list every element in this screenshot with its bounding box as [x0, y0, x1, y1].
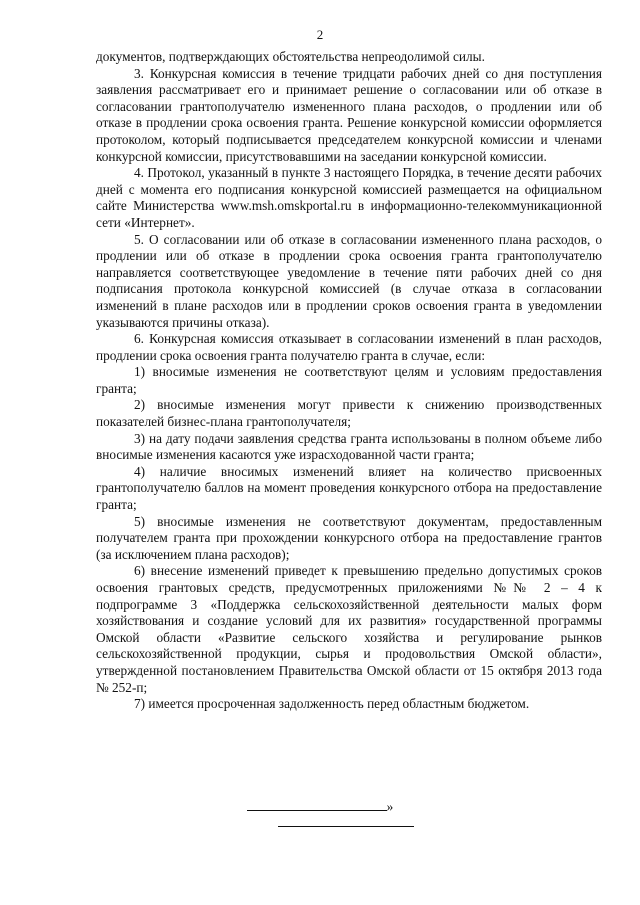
- list-item-7: 7) имеется просроченная задолженность перед областным бюджетом.: [134, 696, 530, 712]
- paragraph-item-6: 6. Конкурсная комиссия отказывает в согласовании изменений в план расходов, продлении срока освоения гранта получателю гранта в случае, если:: [96, 331, 602, 363]
- list-item-2: 2) вносимые изменения могут привести к снижению производственных показателей бизнес-плана грантополучателя;: [96, 397, 602, 430]
- paragraph-item-5: 5. О согласовании или об отказе в согласовании измененного плана расходов, о продлении или об отказе в продлении срока освоения гранта грантополучателю направляется соответствующее уведомление в течение пяти рабочих дней со дня подписания протокола конкурсной комиссией (в случае отказа в согласовании изменений в плане расходов или в продлении сроков освоения гранта в уведомлении указываются причины отказа).: [96, 231, 602, 330]
- closing-quote-mark: »: [386, 799, 394, 814]
- list-item-3: 3) на дату подачи заявления средства гранта использованы в полном объеме либо вносимые изменения касаются уже израсходованной части гранта;: [96, 430, 602, 463]
- list-item-4: 4) наличие вносимых изменений влияет на количество присвоенных грантополучателю баллов на момент проведения конкурсного отбора на предоставление гранта;: [96, 463, 602, 513]
- list-item-5: 5) вносимые изменения не соответствуют документам, предоставленным получателем гранта при прохождении конкурсного отбора на предоставление грантов (за исключением плана расходов);: [96, 513, 602, 562]
- paragraph-continuation: документов, подтверждающих обстоятельства непреодолимой силы.: [96, 49, 485, 64]
- document-body: [96, 49, 602, 713]
- end-divider: [278, 826, 414, 827]
- page-number: 2: [316, 27, 324, 42]
- paragraph-item-4: 4. Протокол, указанный в пункте 3 настоящего Порядка, в течение десяти рабочих дней с момента его подписания конкурсной комиссией размещается на официальном сайте Министерства www.msh.omskportal.ru в информационно-телекоммуникационной сети «Интернет».: [96, 165, 602, 230]
- closing-underline: [247, 798, 387, 811]
- paragraph-item-3: 3. Конкурсная комиссия в течение тридцати рабочих дней со дня поступления заявления рассматривает его и принимает решение о согласовании или об отказе в согласовании грантополучателю измененного плана расходов, о продлении или об отказе в продлении срока освоения гранта. Решение конкурсной комиссии оформляется протоколом, который подписывается председателем конкурсной комиссии и членами конкурсной комиссии, присутствовавшими на заседании конкурсной комиссии.: [96, 65, 602, 164]
- closing-line: [0, 798, 640, 815]
- list-item-1: 1) вносимые изменения не соответствуют целям и условиям предоставления гранта;: [96, 364, 602, 396]
- list-item-6: 6) внесение изменений приведет к превышению предельно допустимых сроков освоения грантовых средств, предусмотренных приложениями №№ 2 – 4 к подпрограмме 3 «Поддержка сельскохозяйственной деятельности малых форм хозяйствования и создание условий для их развития» государственной программы Омской области «Развитие сельского хозяйства и регулирование рынков сельскохозяйственной продукции, сырья и продовольствия Омской области», утвержденной постановлением Правительства Омской области от 15 октября 2013 года № 252-п;: [96, 563, 602, 695]
